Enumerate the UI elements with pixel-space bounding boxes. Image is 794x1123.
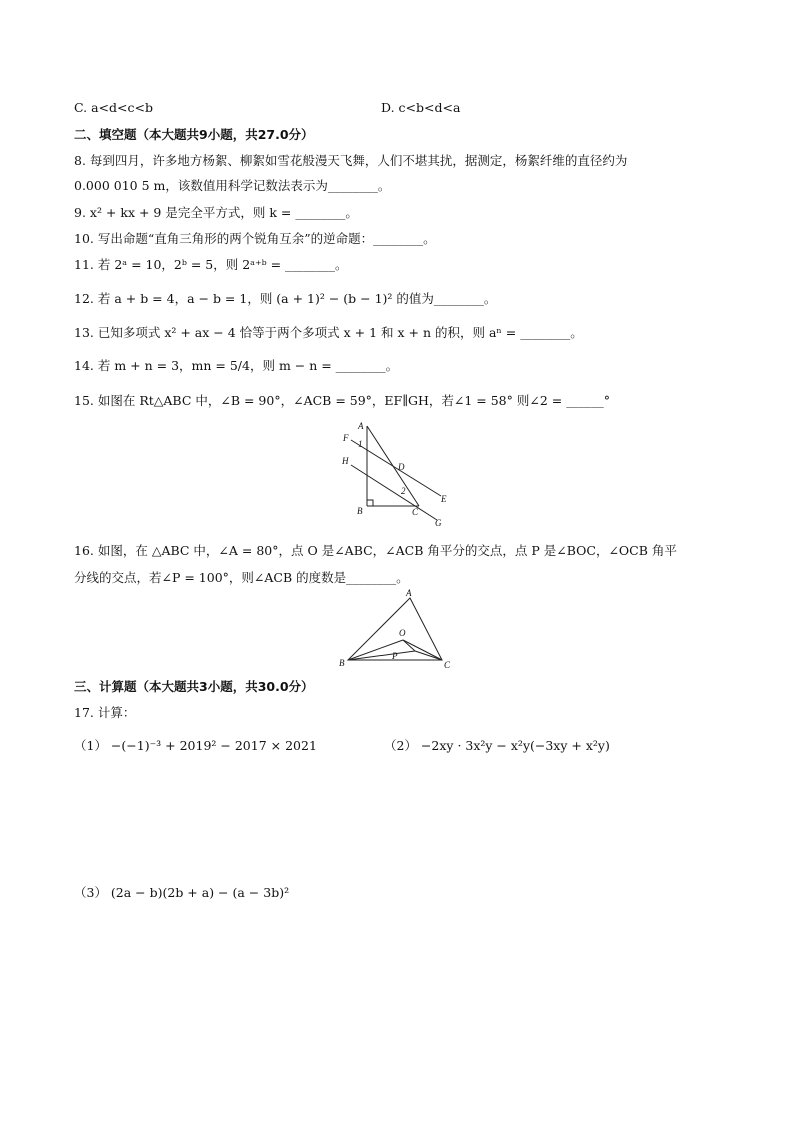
question-13: 13. 已知多项式 x² + ax − 4 恰等于两个多项式 x + 1 和 x + n 的积，则 aⁿ = ________。 (74, 325, 583, 340)
right-angle-mark (367, 500, 373, 506)
figure-15 (335, 420, 455, 530)
option-c: C. a<d<c<b (74, 100, 153, 115)
question-15: 15. 如图在 Rt△ABC 中，∠B = 90°，∠ACB = 59°，EF∥GH，若∠1 = 58° 则∠2 = ______° (74, 393, 610, 408)
question-17-part1: （1） −(−1)⁻³ + 2019² − 2017 × 2021 (74, 738, 317, 753)
label-c: C (412, 507, 419, 517)
question-8-line2: 0.000 010 5 m，该数值用科学记数法表示为________。 (74, 178, 391, 193)
label-b: B (357, 506, 363, 516)
label-c: C (444, 660, 451, 670)
label-b: B (339, 658, 345, 668)
label-1: 1 (358, 439, 363, 449)
segment-bp (348, 651, 415, 660)
line-fe (351, 440, 441, 496)
question-12: 12. 若 a + b = 4，a − b = 1，则 (a + 1)² − (b − 1)² 的值为________。 (74, 291, 497, 306)
label-f: F (343, 433, 349, 443)
label-2: 2 (401, 486, 406, 496)
question-17-title: 17. 计算： (74, 705, 136, 720)
figure-16 (336, 588, 456, 670)
question-8-line1: 8. 每到四月，许多地方杨絮、柳絮如雪花般漫天飞舞，人们不堪其扰，据测定，杨絮纤维的直径约为 (74, 153, 628, 168)
label-g: G (435, 518, 442, 528)
section-heading-calculation: 三、计算题（本大题共3小题，共30.0分） (74, 679, 314, 694)
question-16-line2: 分线的交点，若∠P = 100°，则∠ACB 的度数是________。 (74, 570, 409, 585)
question-11: 11. 若 2ᵃ = 10，2ᵇ = 5，则 2ᵃ⁺ᵇ = ________。 (74, 257, 348, 272)
label-d: D (398, 462, 405, 472)
section-heading-fill-blank: 二、填空题（本大题共9小题，共27.0分） (74, 127, 314, 142)
label-h: H (342, 456, 349, 466)
label-e: E (441, 494, 447, 504)
label-o: O (399, 628, 406, 638)
label-p: P (392, 651, 398, 661)
segment-co (403, 640, 442, 660)
question-17-part2: （2） −2xy · 3x²y − x²y(−3xy + x²y) (384, 738, 610, 753)
question-16-line1: 16. 如图，在 △ABC 中，∠A = 80°，点 O 是∠ABC，∠ACB 角平分的交点，点 P 是∠BOC，∠OCB 角平 (74, 543, 677, 558)
line-hg (351, 465, 437, 520)
question-10: 10. 写出命题“直角三角形的两个锐角互余”的逆命题：________。 (74, 231, 436, 246)
label-a: A (358, 421, 364, 431)
question-17-part3: （3） (2a − b)(2b + a) − (a − 3b)² (74, 885, 290, 900)
label-a: A (406, 588, 412, 598)
question-14: 14. 若 m + n = 3，mn = 5/4，则 m − n = ________。 (74, 358, 399, 373)
option-d: D. c<b<d<a (381, 100, 461, 115)
question-9: 9. x² + kx + 9 是完全平方式，则 k = ________。 (74, 205, 358, 220)
